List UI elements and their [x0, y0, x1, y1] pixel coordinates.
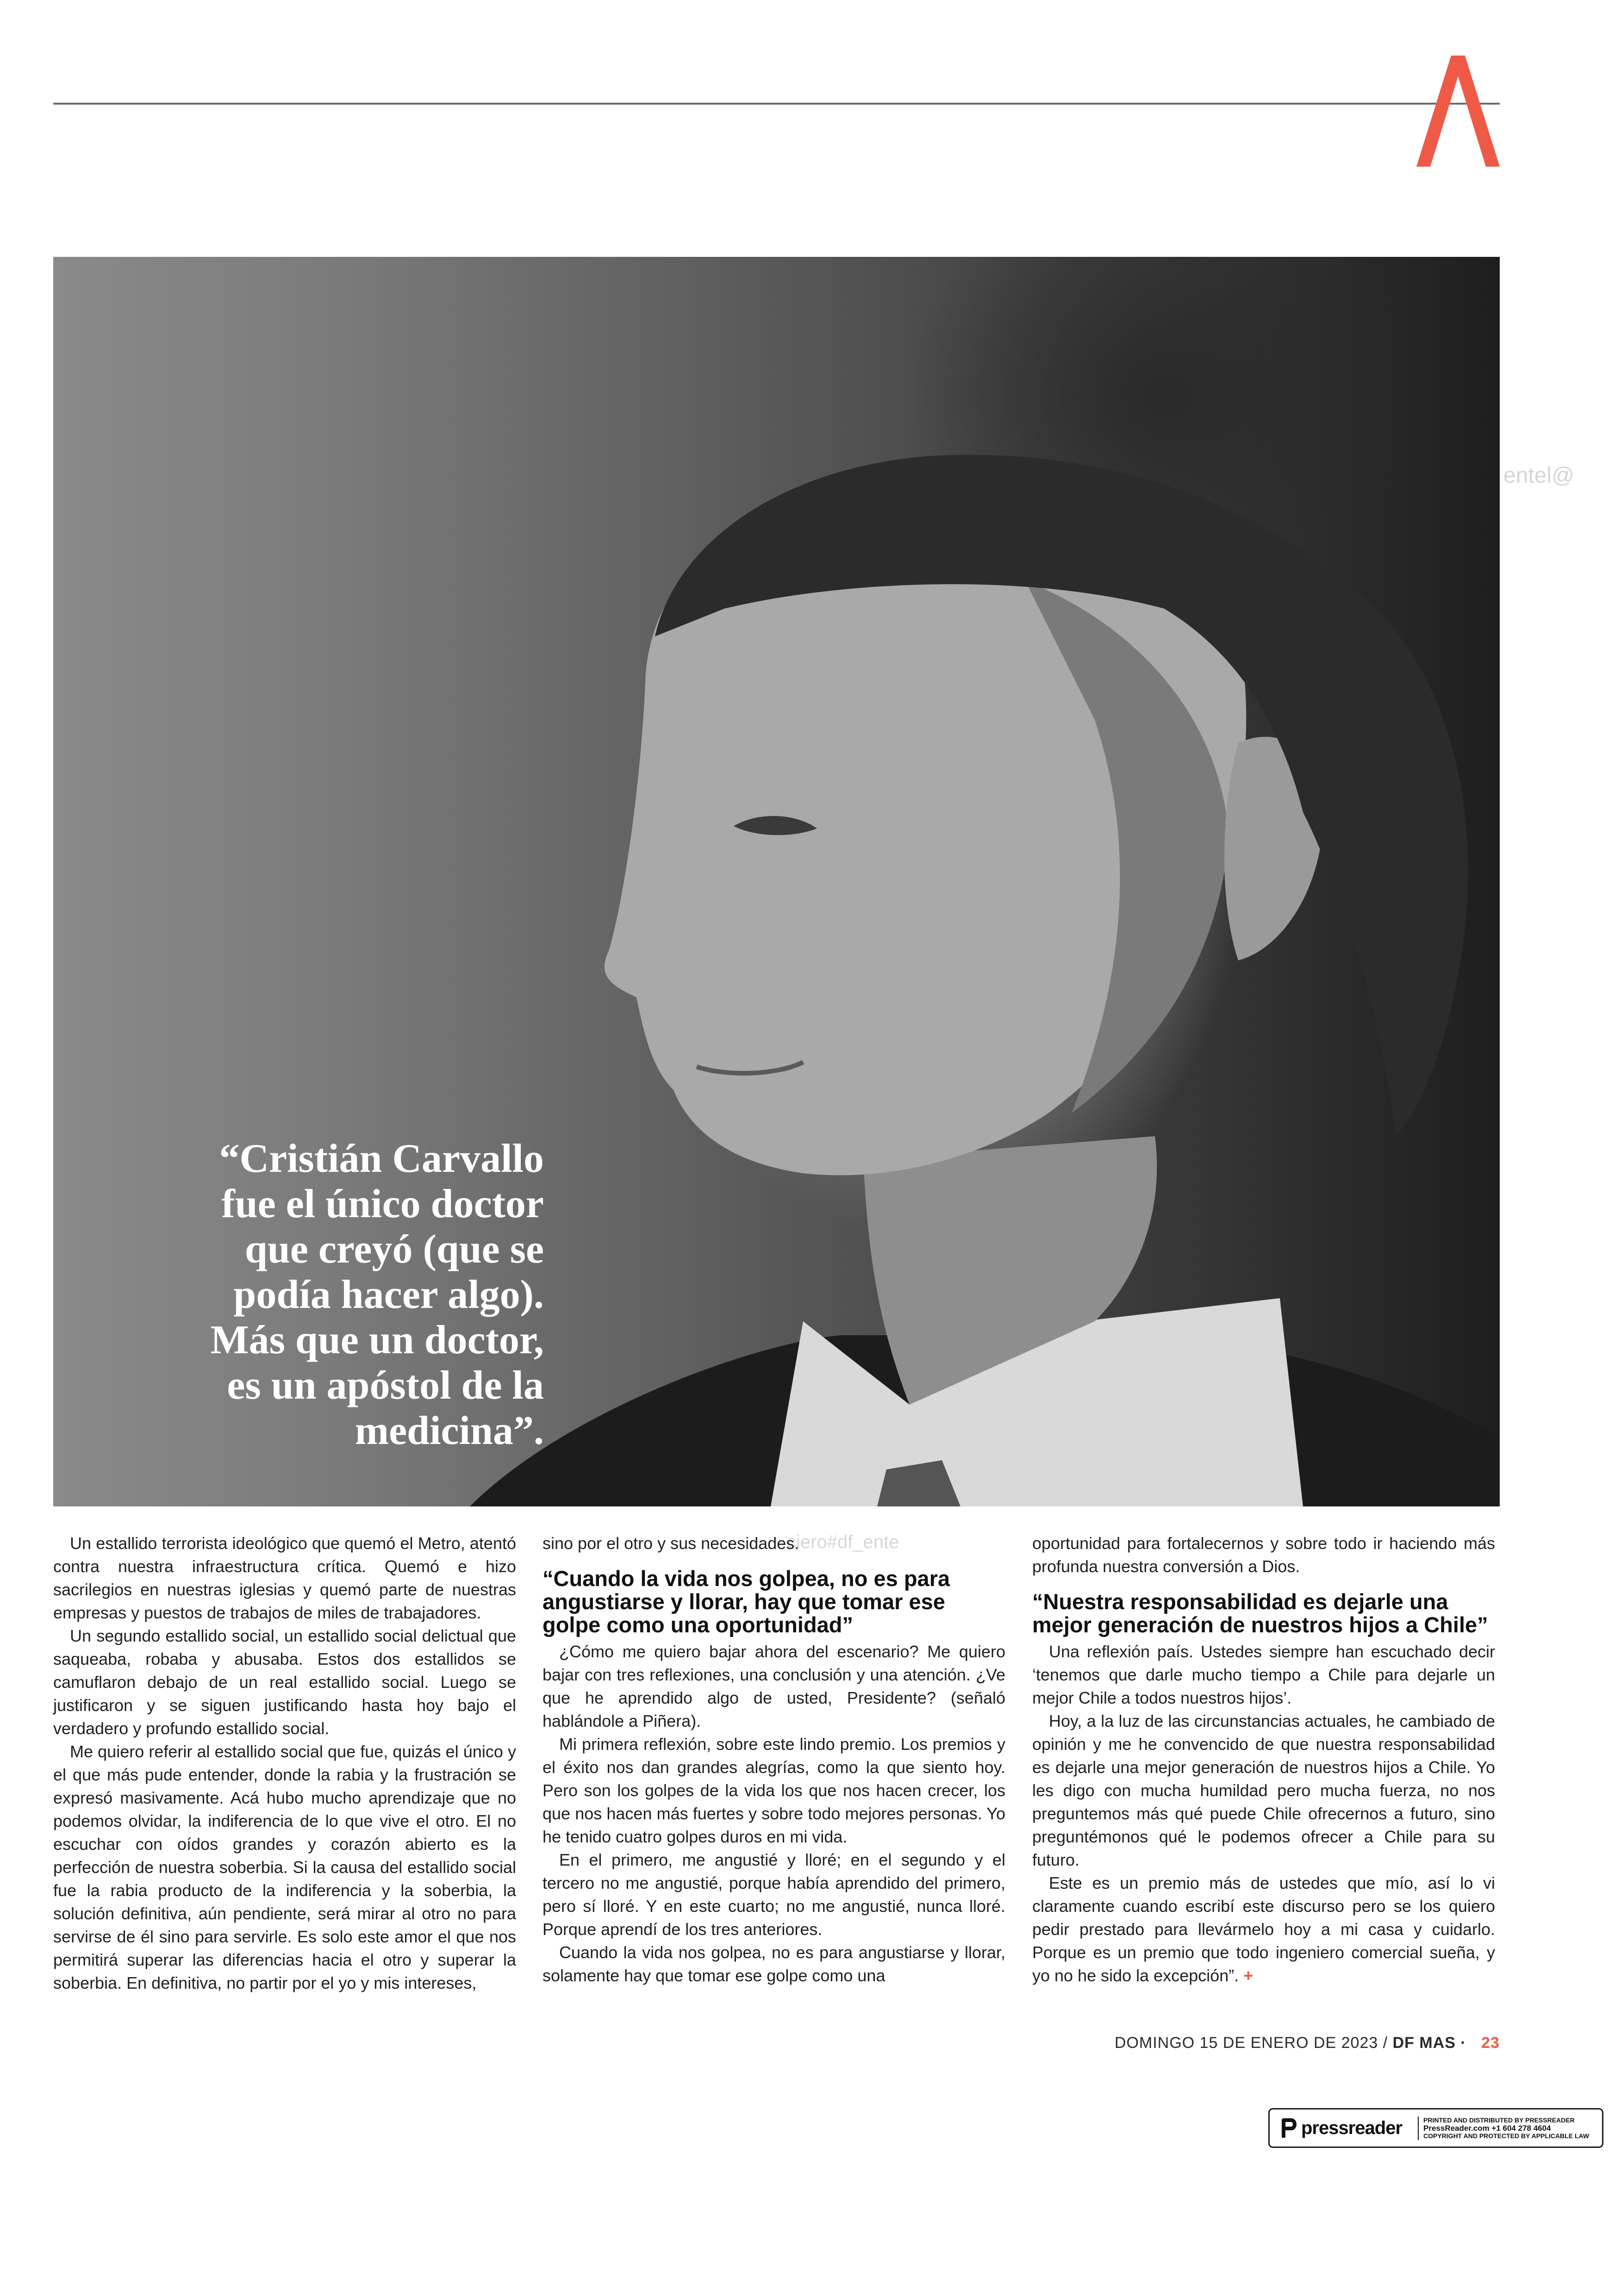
- pull-quote: [53, 1136, 544, 1454]
- section-heading: “Nuestra responsabilidad es dejarle una mejor generación de nuestros hijos a Chile”: [1032, 1589, 1488, 1637]
- body-paragraph: Me quiero referir al estallido social que fue, quizás el único y el que más pude entender, donde la rabia y la frustración se expresó masivamente. Acá hubo mucho aprendizaje que no podemos olvidar, la indiferencia de lo que vive el otro. El no escuchar con oídos grandes y corazón abierto es la perfección de nuestra soberbia. Si la causa del estallido social fue la rabia producto de la indiferencia y la soberbia, la solución definitiva, aún pendiente, será mirar al otro no para servirse de él sino para servirle. Es solo este amor el que nos permitirá superar las diferencias hacia el otro y superar la soberbia. En definitiva, no partir por el yo y mis intereses,: [53, 1742, 516, 1992]
- end-mark-icon: +: [1243, 1966, 1253, 1985]
- pull-quote-line: que creyó (que se: [244, 1227, 544, 1272]
- article-column-2: [542, 1532, 1005, 1987]
- body-paragraph: Un segundo estallido social, un estallido social delictual que saqueaba, robaba y abusaba. Estos dos estallidos se camuflaron debajo de un real estallido social. Luego se justificaron y se siguen justificando hasta hoy bajo el verdadero y profundo estallido social.: [53, 1626, 516, 1738]
- pressreader-line: PRINTED AND DISTRIBUTED BY PRESSREADER: [1423, 2116, 1575, 2124]
- body-paragraph: oportunidad para fortalecernos y sobre todo ir haciendo más profunda nuestra conversión a Dios.: [1032, 1534, 1495, 1576]
- top-rule: [53, 103, 1500, 105]
- pull-quote-line: medicina”.: [355, 1408, 544, 1453]
- page-number: 23: [1481, 2034, 1500, 2052]
- closing-text: Este es un premio más de ustedes que mío, así lo vi claramente cuando escribí este discurso pero se los quiero pedir prestado para llevármelo hoy a mi casa y cuidarlo. Porque es un premio que todo ingeniero comercial sueña, y yo no he sido la excepción”.: [1032, 1873, 1495, 1985]
- article-column-3: [1032, 1532, 1495, 1987]
- body-paragraph: Un estallido terrorista ideológico que quemó el Metro, atentó contra nuestra infraestructura crítica. Quemó e hizo sacrilegios en nuestras iglesias y quemó parte de nuestras empresas y puestos de trabajos de miles de trabajadores.: [53, 1534, 516, 1622]
- pressreader-badge[interactable]: [1268, 2108, 1603, 2148]
- watermark: entel@: [1503, 463, 1574, 488]
- page-footer: [1115, 2034, 1500, 2052]
- pull-quote-line: fue el único doctor: [221, 1182, 544, 1226]
- pressreader-legal: [1418, 2116, 1589, 2140]
- section-heading: “Cuando la vida nos golpea, no es para angustiarse y llorar, hay que tomar ese golpe como una oportunidad”: [542, 1566, 950, 1637]
- pressreader-logo: [1270, 2117, 1418, 2139]
- body-paragraph: ¿Cómo me quiero bajar ahora del escenario? Me quiero bajar con tres reflexiones, una conclusión y una atención. ¿Ve que he aprendido algo de usted, Presidente? (señaló hablándole a Piñera).: [542, 1642, 1005, 1730]
- body-paragraph: Una reflexión país. Ustedes siempre han escuchado decir ‘tenemos que darle mucho tiempo a Chile para dejarle un mejor Chile a todos nuestros hijos’.: [1032, 1642, 1495, 1707]
- footer-date: DOMINGO 15 DE ENERO DE 2023 /: [1115, 2034, 1388, 2052]
- pressreader-wordmark: pressreader: [1301, 2117, 1403, 2138]
- body-paragraph: Cuando la vida nos golpea, no es para angustiarse y llorar, solamente hay que tomar ese golpe como una: [542, 1943, 1005, 1985]
- watermark: ciero#df_ente: [787, 1532, 899, 1552]
- body-paragraph: Mi primera reflexión, sobre este lindo premio. Los premios y el éxito nos dan grandes alegrías, como la que siento hoy. Pero son los golpes de la vida los que nos hacen crecer, los que nos hacen más fuertes y sobre todo mejores personas. Yo he tenido cuatro golpes duros en mi vida.: [542, 1735, 1005, 1846]
- pull-quote-line: Más que un doctor,: [210, 1318, 544, 1363]
- article-column-1: [53, 1532, 516, 1995]
- body-paragraph: [1032, 1872, 1495, 1987]
- pressreader-line: COPYRIGHT AND PROTECTED BY APPLICABLE LAW: [1423, 2132, 1590, 2140]
- body-paragraph: En el primero, me angustié y lloré; en el segundo y el tercero no me angustié, porque había aprendido del primero, pero sí lloré. Y en este cuarto; no me angustié, nunca lloré. Porque aprendí de los tres anteriores.: [542, 1850, 1005, 1939]
- body-paragraph: sino por el otro y sus necesidades.: [542, 1534, 799, 1553]
- a-logo-icon: [1412, 56, 1504, 171]
- body-paragraph: Hoy, a la luz de las circunstancias actuales, he cambiado de opinión y me he convencido de que nuestra responsabilidad es dejarle una mejor generación de nuestros hijos a Chile. Yo les digo con mucha humildad pero mucha fuerza, no nos preguntemos más qué puede Chile ofrecernos a futuro, sino preguntémonos qué le podemos ofrecer a Chile para su futuro.: [1032, 1711, 1495, 1869]
- pressreader-icon: [1279, 2117, 1297, 2139]
- pull-quote-line: es un apóstol de la: [227, 1363, 544, 1408]
- pull-quote-line: podía hacer algo).: [233, 1272, 544, 1317]
- pull-quote-line: “Cristián Carvallo: [219, 1136, 544, 1181]
- pressreader-line: PressReader.com +1 604 278 4604: [1423, 2123, 1551, 2133]
- footer-publication: DF MAS ·: [1392, 2034, 1466, 2052]
- portrait-photo: [53, 257, 1500, 1506]
